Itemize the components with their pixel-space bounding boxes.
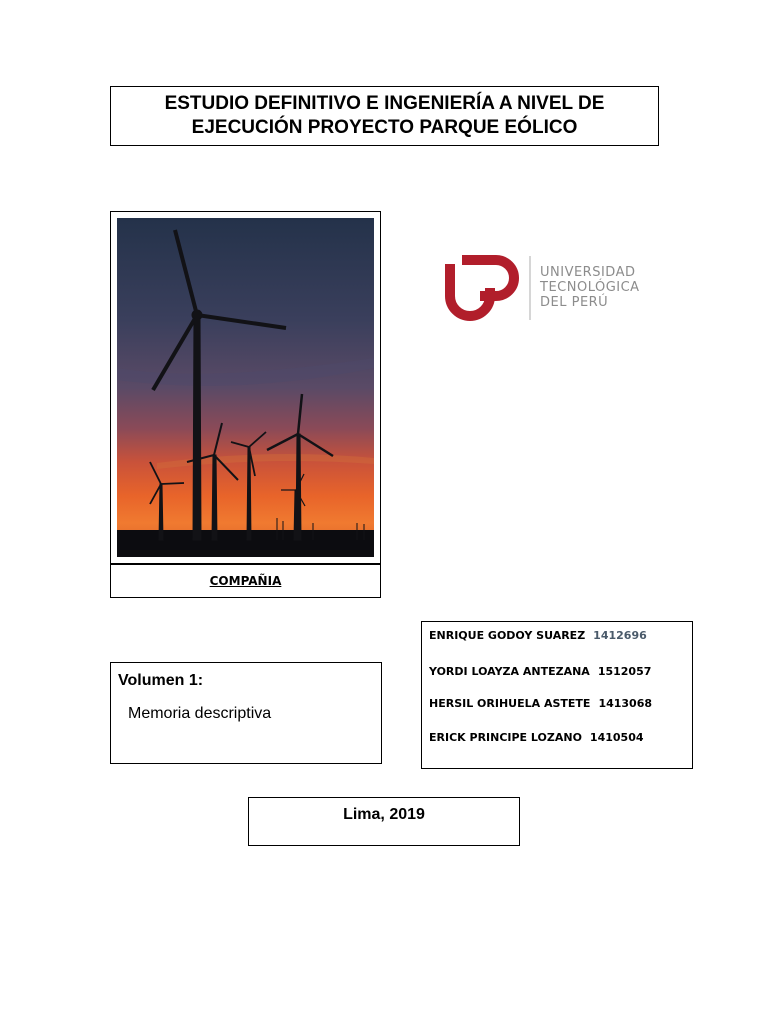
authors-box [421, 621, 693, 769]
city-year: Lima, 2019 [343, 806, 425, 823]
author-name: ERICK PRINCIPE LOZANO [429, 731, 582, 744]
author-row [429, 665, 651, 678]
wind-turbines-sunset-photo [117, 218, 374, 557]
author-row [429, 629, 647, 642]
city-year-box [248, 797, 520, 846]
volume-subtitle: Memoria descriptiva [128, 705, 272, 722]
author-id: 1412696 [593, 629, 647, 642]
company-label: COMPAÑIA [209, 574, 282, 588]
volume-label: Volumen 1: [118, 672, 204, 689]
university-name-line-1: UNIVERSIDAD [540, 265, 636, 280]
university-name [540, 265, 640, 310]
author-name: HERSIL ORIHUELA ASTETE [429, 697, 591, 710]
title-box [110, 86, 659, 146]
title-line-2: EJECUCIÓN PROYECTO PARQUE EÓLICO [191, 117, 578, 138]
author-row [429, 697, 652, 710]
company-box [110, 564, 381, 598]
author-name: YORDI LOAYZA ANTEZANA [429, 665, 590, 678]
title-line-1: ESTUDIO DEFINITIVO E INGENIERÍA A NIVEL DE [164, 93, 605, 114]
author-id: 1410504 [589, 731, 644, 744]
university-name-line-2: TECNOLÓGICA [540, 280, 640, 295]
photo-frame [110, 211, 381, 564]
document-title [165, 92, 605, 140]
author-id: 1413068 [598, 697, 653, 710]
author-name: ENRIQUE GODOY SUAREZ [429, 629, 586, 642]
volume-box [110, 662, 382, 764]
author-row [429, 731, 644, 744]
university-name-line-3: DEL PERÚ [540, 295, 609, 310]
author-id: 1512057 [597, 665, 652, 678]
